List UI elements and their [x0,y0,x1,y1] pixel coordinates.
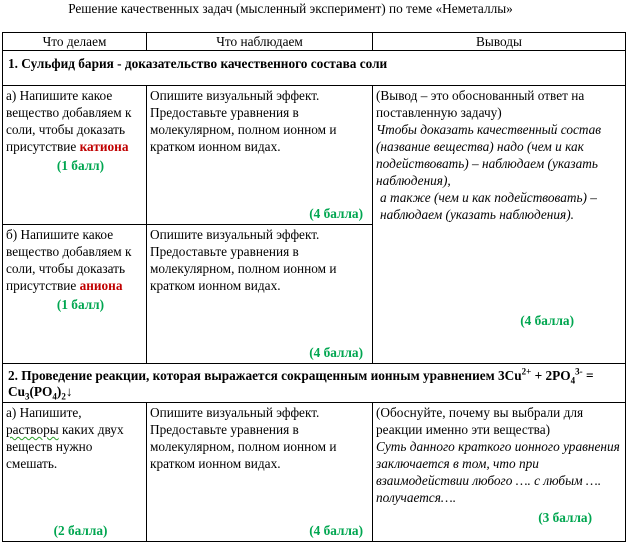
section1-heading-row [3,51,626,86]
po4-index-2: 4 [52,391,57,402]
section2-conclusion-points: (3 балла) [538,510,592,525]
cu3-index: 3 [25,391,30,402]
section1-conclusion-italic-1: Чтобы доказать качественный состав (название вещества) надо (чем и как подействовать) – наблюдаем (указать наблюдения), [376,122,602,188]
section2-heading-po: + 2PO [531,368,571,383]
document-title-text: Решение качественных задач (мысленный эксперимент) по теме «Неметаллы» [68,1,513,16]
section2-task-body [6,404,143,522]
section1-a-task [3,86,147,225]
document-title [0,0,629,22]
section1-conclusion [373,86,626,364]
section1-b-task-points: (1 балл) [56,297,105,312]
section2-heading-text: 2. Проведение реакции, которая выражается сокращенным ионным уравнением 3Cu [8,368,522,383]
section1-conclusion-intro: (Вывод – это обоснованный ответ на поставленную задачу) [376,88,585,120]
section1-b-observe-points: (4 балла) [309,345,363,360]
section2-heading-close: ) [56,384,62,399]
anion-highlight: аниона [79,278,123,293]
section1-conclusion-points: (4 балла) [520,313,574,328]
section1-a-observe-text: Опишите визуальный эффект. Предоставьте уравнения в молекулярном, полном ионном и кратком ионном видах. [150,88,337,154]
section1-b-task [3,225,147,364]
header-what-we-observe: Что наблюдаем [147,33,373,51]
section2-observe-points: (4 балла) [309,523,363,538]
cu-charge: 2+ [521,366,532,377]
po4-index: 4 [570,375,576,386]
section1-b-observe-text: Опишите визуальный эффект. Предоставьте уравнения в молекулярном, полном ионном и кратком ионном видах. [150,227,337,293]
section2-conclusion-intro: (Обоснуйте, почему вы выбрали для реакции именно эти вещества) [376,405,584,437]
section2-heading [3,364,626,403]
section1-a-observe-points: (4 балла) [309,206,363,221]
section1-heading: 1. Сульфид бария - доказательство качественного состава соли [3,51,626,86]
section1-a-task-text: а) Напишите какое вещество добавляем к соли, чтобы доказать присутствие [6,88,132,154]
section2-heading-paren: (PO [29,384,53,399]
po4-charge: 3- [575,366,583,377]
header-row [3,33,626,51]
section2-row [3,403,626,542]
section2-task-text-1: а) Напишите, [6,405,82,420]
section2-heading-row [3,364,626,403]
cation-highlight: катиона [79,139,129,154]
tasks-table [2,32,626,542]
section1-b-task-text: б) Напишите какое вещество добавляем к соли, чтобы доказать присутствие [6,227,132,293]
section2-observe-text: Опишите визуальный эффект. Предоставьте уравнения в молекулярном, полном ионном и кратком ионном видах. [150,405,337,471]
section2-conclusion [373,403,626,542]
header-conclusions: Выводы [373,33,626,51]
section2-task-text-2: каких двух веществ нужно смешать. [6,422,124,471]
precipitate-arrow-icon: ↓ [65,384,73,399]
section1-a-observe [147,86,373,225]
section1-a-task-points: (1 балл) [56,158,105,173]
section2-conclusion-italic: Суть данного краткого ионного уравнения заключается в том, что при взаимодействии любого …. с любым …. получается…. [376,439,620,505]
section2-observe [147,403,373,542]
section1-b-observe [147,225,373,364]
section2-task [3,403,147,542]
header-what-we-do: Что делаем [3,33,147,51]
section2-task-points: (2 балла) [53,523,108,538]
section1-conclusion-italic-2: а также (чем и как подействовать) – наблюдаем (указать наблюдения). [380,190,597,222]
section1-row-a [3,86,626,225]
spellcheck-word: растворы [6,422,59,437]
section2-heading-eq: = Cu [8,368,594,399]
group-index: 2 [61,391,66,402]
